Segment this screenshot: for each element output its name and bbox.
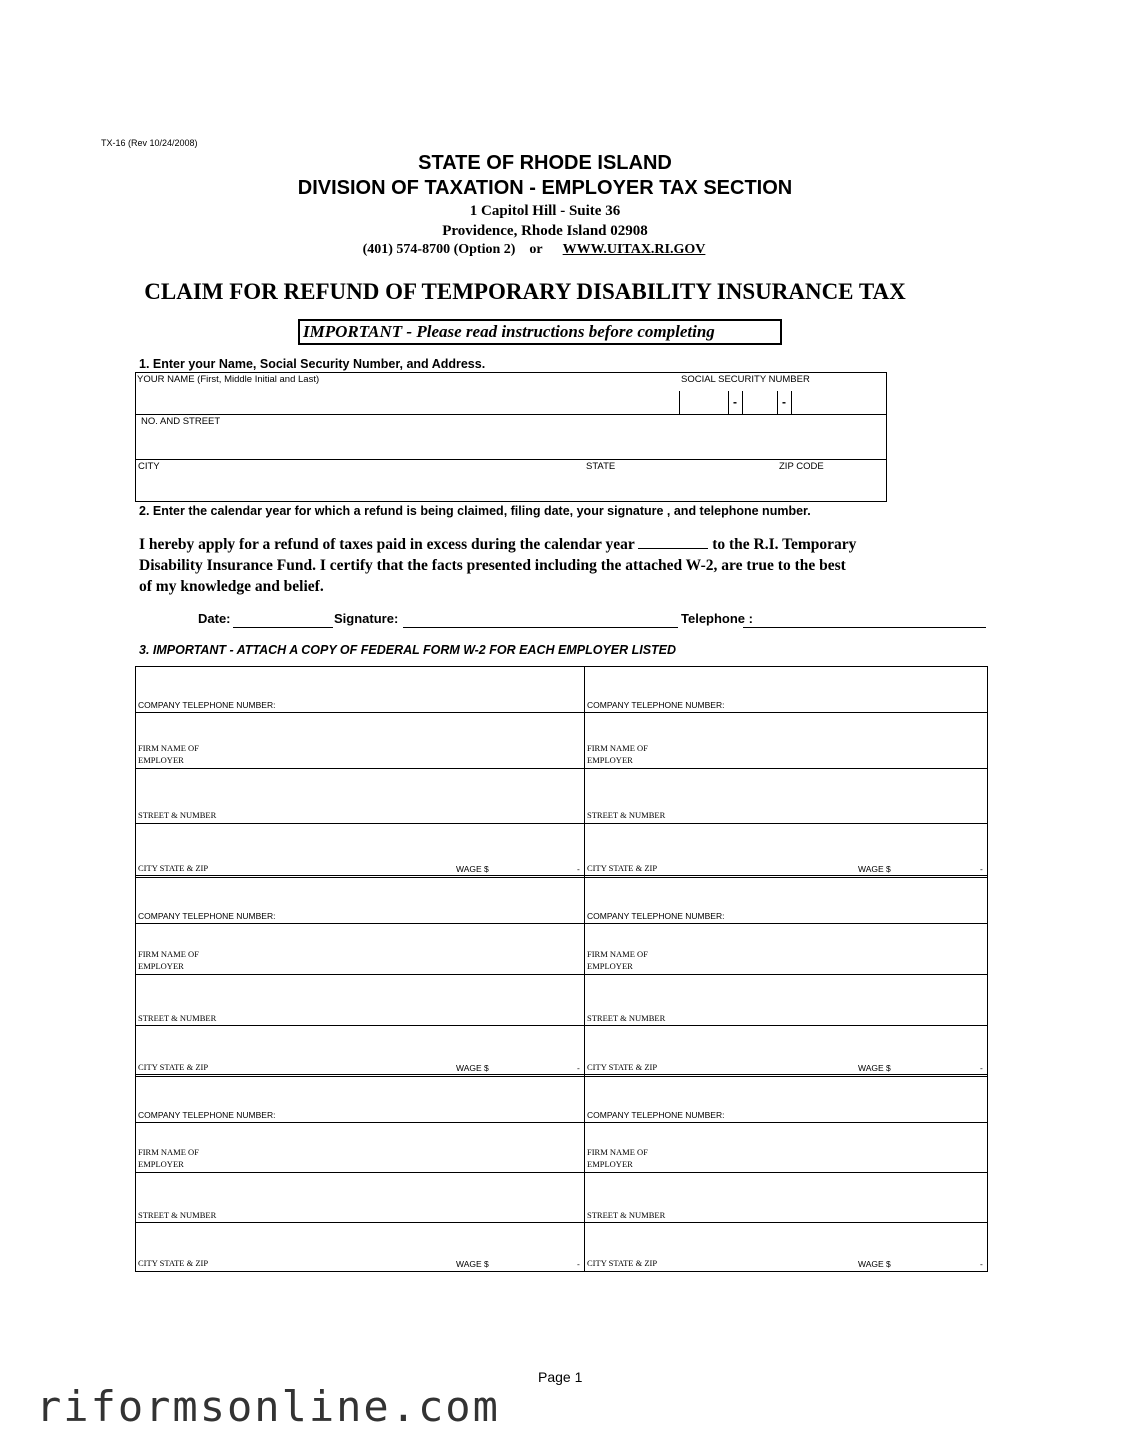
date-label: Date: — [198, 611, 231, 626]
section-3-heading: 3. IMPORTANT - ATTACH A COPY OF FEDERAL FORM W-2 FOR EACH EMPLOYER LISTED — [139, 643, 677, 657]
division-title: DIVISION OF TAXATION - EMPLOYER TAX SECTION — [297, 177, 793, 199]
street-label: NO. AND STREET — [141, 416, 221, 427]
contact-line — [0, 242, 1090, 258]
telephone-field[interactable] — [743, 627, 986, 628]
city-label: CITY — [138, 461, 160, 472]
firm-label: FIRM NAME OF EMPLOYER — [138, 949, 199, 971]
wage-label: WAGE $ — [456, 1259, 489, 1269]
street-number-label: STREET & NUMBER — [587, 1210, 666, 1220]
street-number-label: STREET & NUMBER — [587, 1013, 666, 1023]
name-field[interactable] — [137, 385, 677, 413]
wage-label: WAGE $ — [456, 864, 489, 874]
telephone-label: Telephone : — [681, 611, 753, 626]
firm-label: FIRM NAME OF EMPLOYER — [587, 1147, 648, 1169]
wage-value[interactable]: - — [577, 1063, 580, 1073]
firm-label: FIRM NAME OF EMPLOYER — [587, 743, 648, 765]
important-notice: IMPORTANT - Please read instructions before completing — [298, 319, 782, 345]
ssn-separator: - — [733, 395, 737, 409]
or-text: or — [529, 242, 543, 257]
watermark: riformsonline.com — [36, 1382, 500, 1431]
street-field[interactable] — [137, 429, 877, 457]
state-title: STATE OF RHODE ISLAND — [418, 152, 672, 174]
company-phone-label: COMPANY TELEPHONE NUMBER: — [587, 1110, 725, 1120]
street-number-label: STREET & NUMBER — [138, 1013, 217, 1023]
city-state-zip-label: CITY STATE & ZIP — [587, 863, 658, 873]
personal-info-grid — [135, 372, 887, 502]
wage-label: WAGE $ — [456, 1063, 489, 1073]
employers-grid — [135, 666, 988, 1272]
street-number-label: STREET & NUMBER — [587, 810, 666, 820]
date-field[interactable] — [233, 627, 333, 628]
company-phone-label: COMPANY TELEPHONE NUMBER: — [138, 911, 276, 921]
wage-value[interactable]: - — [980, 864, 983, 874]
city-state-zip-label: CITY STATE & ZIP — [138, 1062, 209, 1072]
wage-value[interactable]: - — [980, 1259, 983, 1269]
section-2-heading: 2. Enter the calendar year for which a refund is being claimed, filing date, your signature , and telephone number. — [139, 504, 811, 518]
company-phone-label: COMPANY TELEPHONE NUMBER: — [587, 911, 725, 921]
declaration-part-2: to the R.I. Temporary Disability Insurance Fund. I certify that the facts presented including the attached W-2, are true to the best of my knowledge and belief. — [139, 536, 857, 595]
form-code: TX-16 (Rev 10/24/2008) — [101, 138, 198, 148]
city-field[interactable] — [137, 473, 577, 497]
ssn-separator: - — [782, 395, 786, 409]
signature-label: Signature: — [334, 611, 399, 626]
wage-label: WAGE $ — [858, 864, 891, 874]
wage-label: WAGE $ — [858, 1259, 891, 1269]
city-state-zip-label: CITY STATE & ZIP — [587, 1258, 658, 1268]
city-state-zip-label: CITY STATE & ZIP — [138, 863, 209, 873]
ssn-field[interactable] — [681, 391, 881, 413]
state-field[interactable] — [586, 473, 766, 497]
declaration-text — [139, 534, 859, 597]
wage-label: WAGE $ — [858, 1063, 891, 1073]
wage-value[interactable]: - — [577, 1259, 580, 1269]
phone-number: (401) 574-8700 (Option 2) — [362, 242, 516, 257]
ssn-label: SOCIAL SECURITY NUMBER — [681, 374, 810, 385]
city-state-zip-label: CITY STATE & ZIP — [587, 1062, 658, 1072]
address-line-1: 1 Capitol Hill - Suite 36 — [469, 203, 621, 219]
street-number-label: STREET & NUMBER — [138, 810, 217, 820]
firm-label: FIRM NAME OF EMPLOYER — [138, 743, 199, 765]
section-1-heading: 1. Enter your Name, Social Security Number, and Address. — [139, 357, 486, 371]
company-phone-label: COMPANY TELEPHONE NUMBER: — [138, 700, 276, 710]
wage-value[interactable]: - — [577, 864, 580, 874]
firm-label: FIRM NAME OF EMPLOYER — [587, 949, 648, 971]
company-phone-label: COMPANY TELEPHONE NUMBER: — [587, 700, 725, 710]
city-state-zip-label: CITY STATE & ZIP — [138, 1258, 209, 1268]
zip-label: ZIP CODE — [779, 461, 824, 472]
company-phone-label: COMPANY TELEPHONE NUMBER: — [138, 1110, 276, 1120]
website-link[interactable]: WWW.UITAX.RI.GOV — [562, 242, 706, 257]
address-line-2: Providence, Rhode Island 02908 — [442, 223, 648, 239]
signature-field[interactable] — [403, 627, 678, 628]
wage-value[interactable]: - — [980, 1063, 983, 1073]
street-number-label: STREET & NUMBER — [138, 1210, 217, 1220]
form-title: CLAIM FOR REFUND OF TEMPORARY DISABILITY INSURANCE TAX — [144, 279, 906, 304]
name-label: YOUR NAME (First, Middle Initial and Last) — [137, 374, 320, 385]
firm-label: FIRM NAME OF EMPLOYER — [138, 1147, 199, 1169]
state-label: STATE — [586, 461, 616, 472]
calendar-year-field[interactable] — [638, 536, 708, 549]
zip-field[interactable] — [779, 473, 879, 497]
declaration-part-1: I hereby apply for a refund of taxes paid in excess during the calendar year — [139, 536, 635, 553]
page-number: Page 1 — [538, 1369, 583, 1385]
